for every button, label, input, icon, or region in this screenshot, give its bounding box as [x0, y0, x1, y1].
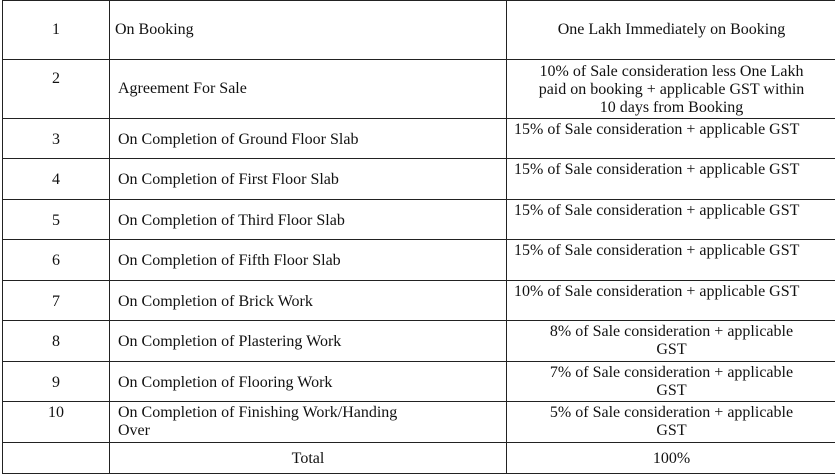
table-row [3, 119, 835, 159]
stage-cell: On Completion of Third Floor Slab [110, 200, 507, 240]
payment-cell: One Lakh Immediately on Booking [507, 1, 835, 60]
table-row [3, 60, 835, 119]
payment-cell: 15% of Sale consideration + applicable GST [507, 119, 835, 159]
payment-line: 8% of Sale consideration + applicable [507, 323, 835, 341]
payment-cell [507, 402, 835, 443]
row-number: 3 [3, 119, 110, 159]
payment-line: paid on booking + applicable GST within [507, 81, 835, 99]
payment-cell: 15% of Sale consideration + applicable GST [507, 240, 835, 281]
stage-cell: On Completion of Flooring Work [110, 362, 507, 402]
payment-line: 10 days from Booking [507, 99, 835, 117]
table-row [3, 321, 835, 362]
stage-cell: On Completion of Brick Work [110, 281, 507, 321]
table-row [3, 362, 835, 402]
table-row [3, 281, 835, 321]
payment-line: GST [507, 422, 835, 440]
table-row [3, 159, 835, 200]
payment-line: GST [507, 382, 835, 400]
payment-cell [507, 362, 835, 402]
stage-cell: On Completion of Fifth Floor Slab [110, 240, 507, 281]
payment-cell [507, 60, 835, 119]
stage-cell: On Booking [110, 1, 507, 60]
row-number: 5 [3, 200, 110, 240]
row-number: 7 [3, 281, 110, 321]
total-row [3, 443, 835, 474]
row-number: 6 [3, 240, 110, 281]
payment-line: 10% of Sale consideration less One Lakh [507, 63, 835, 81]
payment-line: 5% of Sale consideration + applicable [507, 404, 835, 422]
total-value: 100% [507, 443, 835, 474]
row-number: 4 [3, 159, 110, 200]
table-row [3, 240, 835, 281]
row-number: 1 [3, 1, 110, 60]
stage-cell: On Completion of First Floor Slab [110, 159, 507, 200]
stage-cell: On Completion of Plastering Work [110, 321, 507, 362]
total-blank-cell [3, 443, 110, 474]
payment-line: 7% of Sale consideration + applicable [507, 364, 835, 382]
stage-line: Over [118, 422, 506, 440]
row-number: 2 [3, 60, 110, 119]
row-number: 8 [3, 321, 110, 362]
stage-cell [110, 402, 507, 443]
stage-cell: On Completion of Ground Floor Slab [110, 119, 507, 159]
row-number: 10 [3, 402, 110, 443]
payment-cell: 10% of Sale consideration + applicable GST [507, 281, 835, 321]
payment-line: GST [507, 341, 835, 359]
stage-line: On Completion of Finishing Work/Handing [118, 404, 506, 422]
stage-cell: Agreement For Sale [110, 60, 507, 119]
table-row [3, 200, 835, 240]
payment-cell [507, 321, 835, 362]
row-number: 9 [3, 362, 110, 402]
payment-schedule-table [2, 0, 835, 474]
total-label: Total [110, 443, 507, 474]
payment-cell: 15% of Sale consideration + applicable GST [507, 200, 835, 240]
payment-cell: 15% of Sale consideration + applicable GST [507, 159, 835, 200]
table-row [3, 402, 835, 443]
table-row [3, 1, 835, 60]
